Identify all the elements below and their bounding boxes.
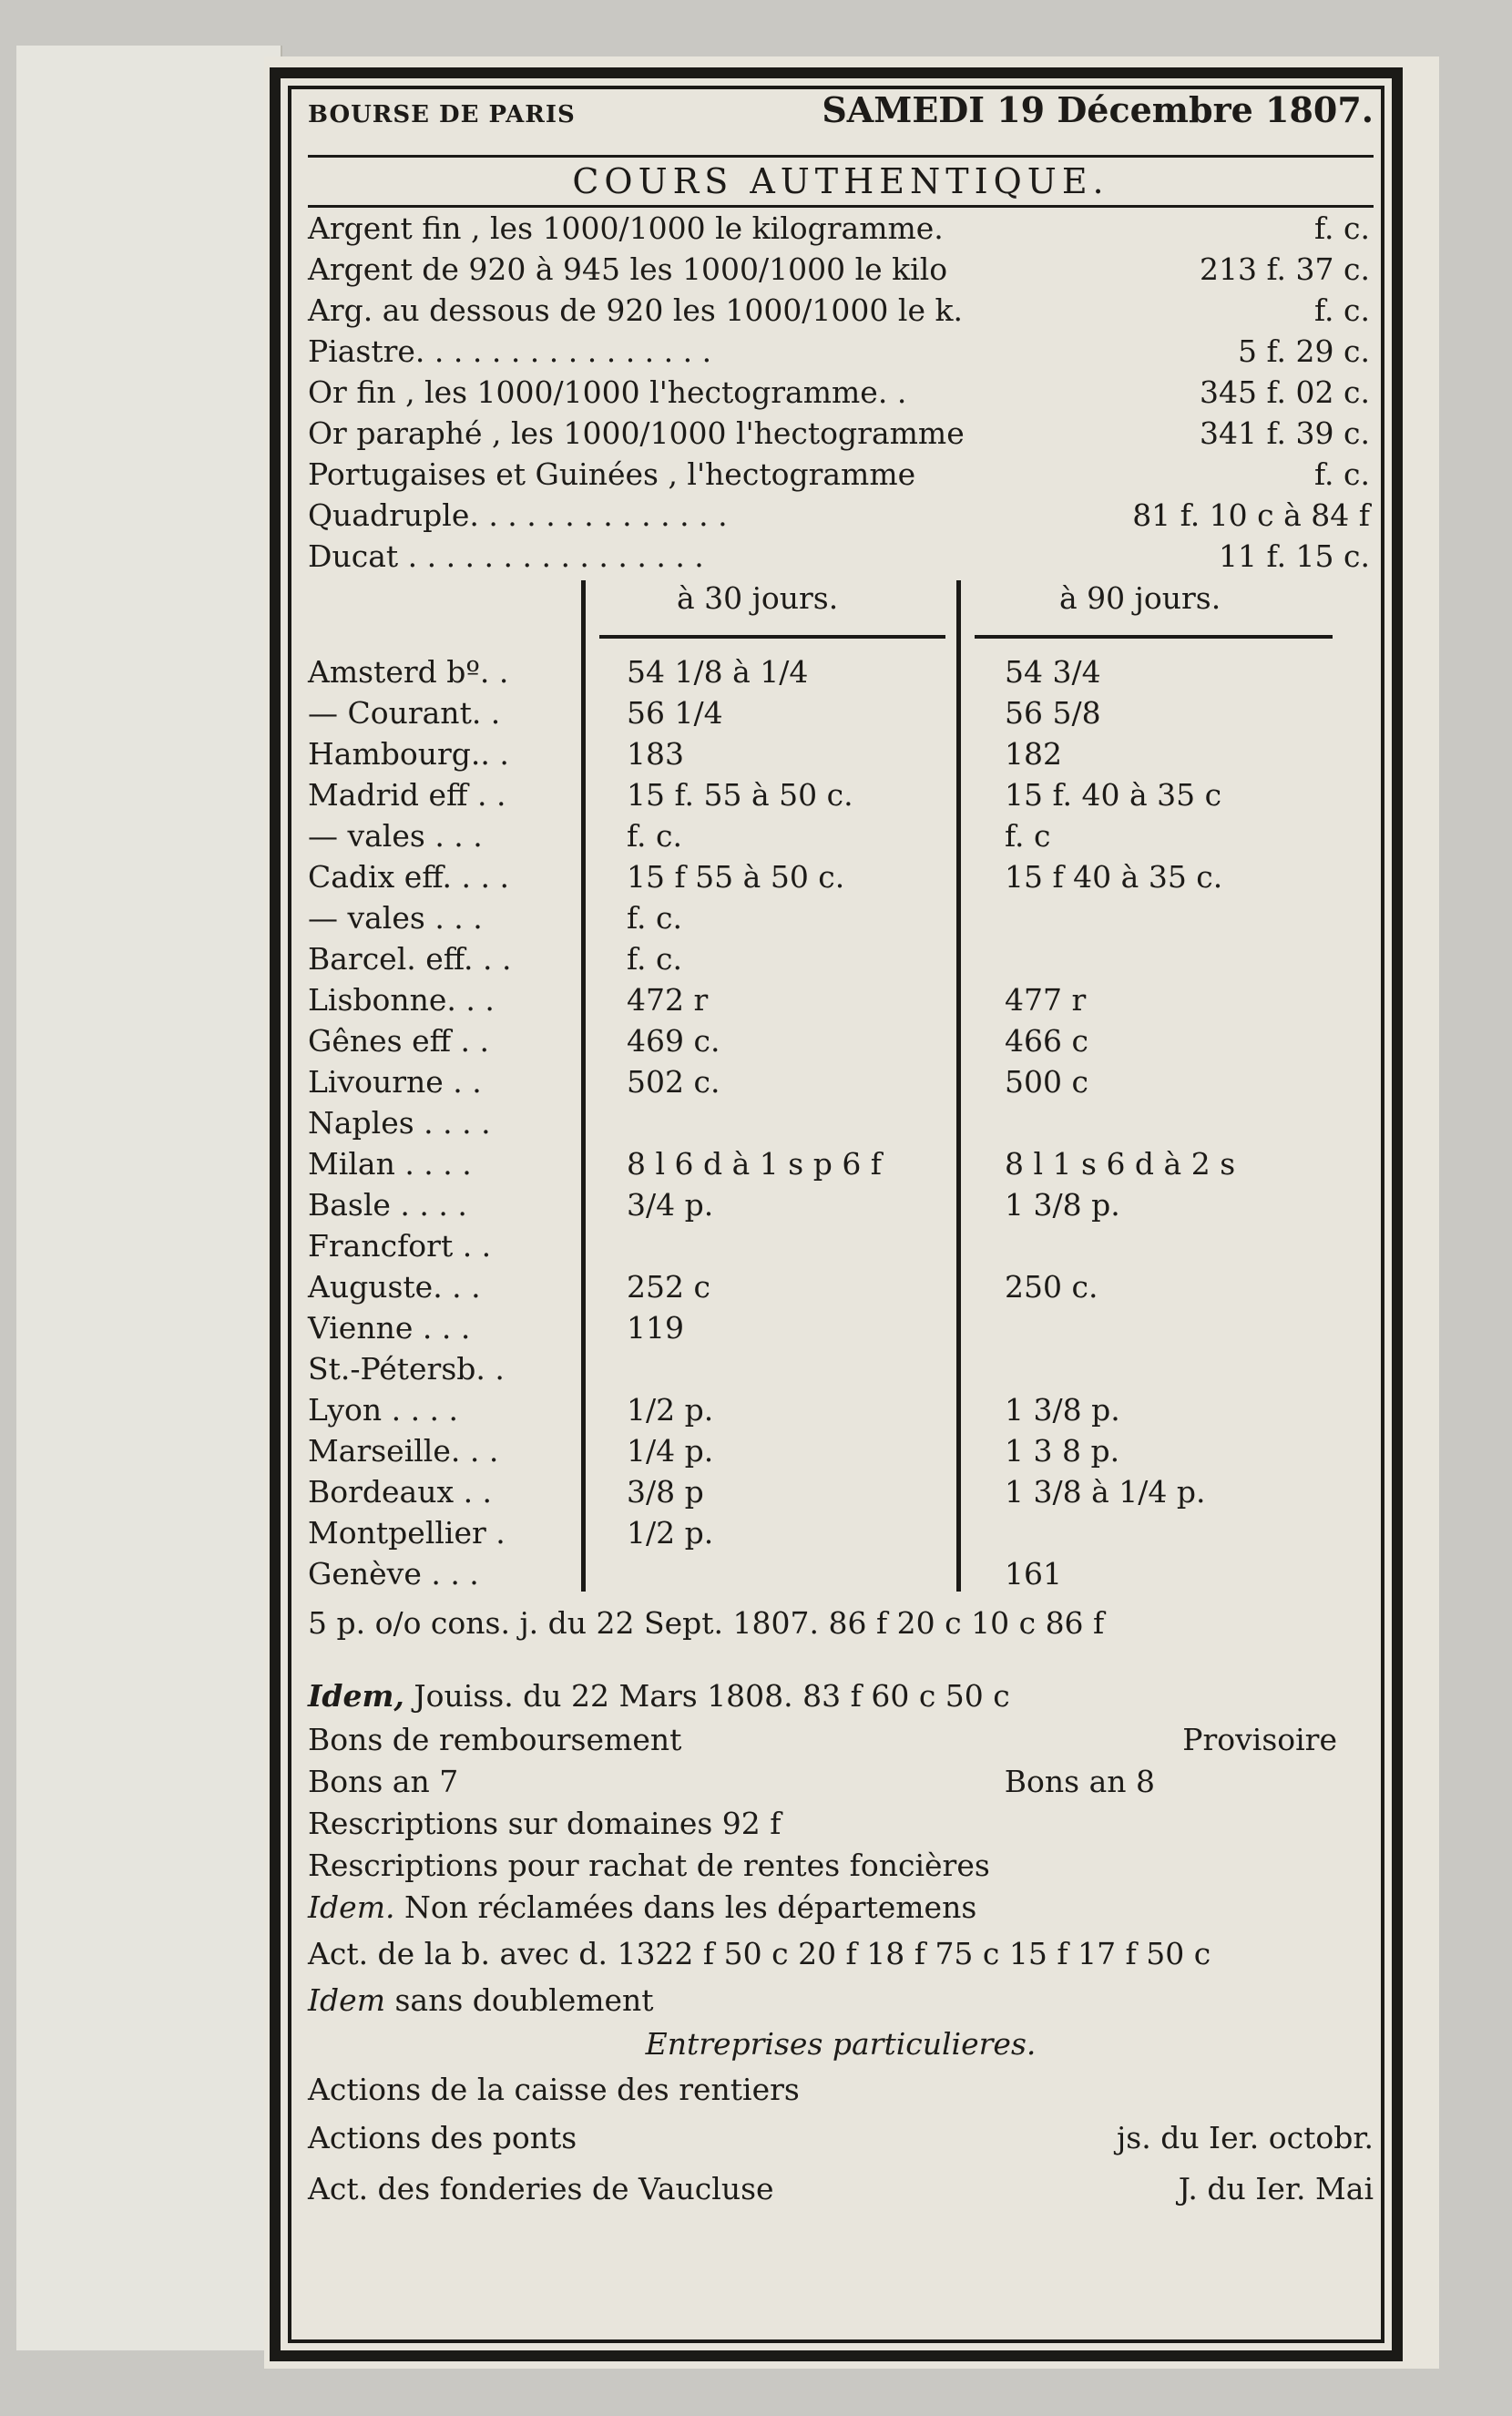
place-cell: Vienne . . . [308, 1310, 471, 1346]
rate-30-cell: 3/8 p [627, 1474, 704, 1510]
place-cell: Hambourg.. . [308, 736, 509, 772]
rate-90-cell: 477 r [1005, 982, 1087, 1018]
place-cell: Gênes eff . . [308, 1023, 490, 1059]
metal-label: Or paraphé , les 1000/1000 l'hectogramme [308, 415, 965, 451]
entreprises-section [308, 2022, 1374, 2215]
bons-label: Bons de remboursement [308, 1722, 682, 1757]
rate-30-cell: 3/4 p. [627, 1187, 714, 1223]
bons-an8-label: Bons an 8 [1004, 1764, 1155, 1799]
table-row [308, 897, 1374, 938]
table-row [308, 692, 1374, 733]
entreprises-caisse-rentiers: Actions de la caisse des rentiers [308, 2072, 800, 2107]
rate-30-cell: 1/4 p. [627, 1433, 714, 1469]
place-cell: Lisbonne. . . [308, 982, 495, 1018]
rate-30-cell: 56 1/4 [627, 695, 723, 731]
metal-label: Argent de 920 à 945 les 1000/1000 le kilo [308, 251, 948, 287]
table-row [308, 1266, 1374, 1307]
rate-90-cell: 500 c [1005, 1064, 1088, 1100]
header [308, 89, 1374, 155]
rate-90-cell: 56 5/8 [1005, 695, 1101, 731]
place-cell: Amsterd bº. . [308, 654, 509, 690]
metal-value: 11 f. 15 c. [1219, 538, 1370, 574]
place-cell: — Courant. . [308, 695, 501, 731]
rate-90-cell: 1 3/8 à 1/4 p. [1005, 1474, 1206, 1510]
document-content [308, 89, 1374, 2215]
place-cell: Genève . . . [308, 1556, 479, 1592]
metal-row [308, 249, 1374, 290]
table-row [308, 1143, 1374, 1184]
rate-90-cell: 161 [1005, 1556, 1062, 1592]
rate-30-cell: 1/2 p. [627, 1515, 714, 1551]
rate-30-cell: 502 c. [627, 1064, 720, 1100]
table-row [308, 1020, 1374, 1061]
rate-30-cell: 469 c. [627, 1023, 720, 1059]
funds-actions-banque: Act. de la b. avec d. 1322 f 50 c 20 f 18 f 75 c 15 f 17 f 50 c [308, 1936, 1211, 1971]
header-underline [599, 635, 945, 639]
rate-30-cell: f. c. [627, 818, 682, 854]
funds-section [308, 1601, 1374, 2022]
rate-30-cell: 15 f 55 à 50 c. [627, 859, 845, 895]
rate-30-cell: 8 l 6 d à 1 s p 6 f [627, 1146, 883, 1182]
fonderies-date: J. du Ier. Mai [1178, 2171, 1374, 2206]
metal-value: 5 f. 29 c. [1238, 333, 1370, 369]
metal-row [308, 454, 1374, 495]
rate-30-cell: f. c. [627, 941, 682, 977]
idem-label: Idem [308, 1982, 385, 2018]
place-cell: Livourne . . [308, 1064, 482, 1100]
table-row [308, 1102, 1374, 1143]
metal-row [308, 208, 1374, 249]
bons-an7-label: Bons an 7 [308, 1764, 459, 1799]
metals-list [308, 208, 1374, 577]
entreprises-ponts [308, 2113, 1374, 2164]
document-page [264, 56, 1439, 2369]
place-cell: Cadix eff. . . . [308, 859, 509, 895]
table-row [308, 1389, 1374, 1430]
idem-label: Idem. [308, 1889, 395, 1925]
rate-30-cell: 119 [627, 1310, 684, 1346]
rate-90-cell: 1 3/8 p. [1005, 1392, 1120, 1428]
metal-label: Arg. au dessous de 920 les 1000/1000 le k. [308, 292, 963, 328]
idem-label: Idem, [308, 1678, 404, 1714]
metal-value: f. c. [1314, 210, 1370, 246]
metal-value: f. c. [1314, 456, 1370, 492]
rate-90-cell: 15 f 40 à 35 c. [1005, 859, 1223, 895]
funds-idem-jouissance [308, 1674, 1374, 1719]
entreprises-heading: Entreprises particulieres. [645, 2026, 1037, 2062]
metal-value: 213 f. 37 c. [1200, 251, 1370, 287]
metal-value: 341 f. 39 c. [1200, 415, 1370, 451]
idem-text: Jouiss. du 22 Mars 1808. 83 f 60 c 50 c [414, 1678, 1010, 1714]
table-row [308, 856, 1374, 897]
table-row [308, 774, 1374, 815]
ponts-date: js. du Ier. octobr. [1117, 2120, 1374, 2155]
funds-rescriptions-domaines: Rescriptions sur domaines 92 f [308, 1806, 782, 1841]
rate-30-cell: f. c. [627, 900, 682, 936]
rate-90-cell: 1 3/8 p. [1005, 1187, 1120, 1223]
rate-90-cell: 466 c [1005, 1023, 1088, 1059]
metal-row [308, 372, 1374, 413]
place-cell: Montpellier . [308, 1515, 506, 1551]
table-row [308, 1225, 1374, 1266]
funds-rescriptions-rachat: Rescriptions pour rachat de rentes foncières [308, 1848, 990, 1883]
provisoire-label: Provisoire [1182, 1722, 1337, 1757]
table-row [308, 1471, 1374, 1512]
rate-90-cell: 182 [1005, 736, 1062, 772]
column-header-30-days: à 30 jours. [677, 580, 839, 616]
metal-row [308, 290, 1374, 331]
metal-label: Piastre. . . . . . . . . . . . . . . . [308, 333, 712, 369]
funds-consolidated: 5 p. o/o cons. j. du 22 Sept. 1807. 86 f 20 c 10 c 86 f [308, 1605, 1105, 1641]
column-header-90-days: à 90 jours. [1059, 580, 1221, 616]
table-row [308, 1061, 1374, 1102]
rate-30-cell: 183 [627, 736, 684, 772]
exchange-table [308, 580, 1374, 1601]
funds-bons-an [308, 1761, 1374, 1803]
rate-90-cell: f. c [1005, 818, 1051, 854]
metal-label: Argent fin , les 1000/1000 le kilogramme. [308, 210, 944, 246]
rate-30-cell: 472 r [627, 982, 709, 1018]
rate-30-cell: 1/2 p. [627, 1392, 714, 1428]
table-row [308, 651, 1374, 692]
funds-idem-non-reclamees [308, 1887, 1374, 1929]
metal-row [308, 536, 1374, 577]
place-cell: Madrid eff . . [308, 777, 506, 813]
header-date: SAMEDI 19 Décembre 1807. [822, 89, 1374, 130]
rate-90-cell: 8 l 1 s 6 d à 2 s [1005, 1146, 1236, 1182]
header-underline [975, 635, 1333, 639]
rate-90-cell: 54 3/4 [1005, 654, 1101, 690]
metal-label: Quadruple. . . . . . . . . . . . . . [308, 497, 728, 533]
place-cell: St.-Pétersb. . [308, 1351, 505, 1387]
entreprises-fonderies [308, 2164, 1374, 2215]
table-row [308, 979, 1374, 1020]
place-cell: Francfort . . [308, 1228, 492, 1264]
page-title: COURS AUTHENTIQUE. [572, 161, 1109, 201]
rate-30-cell: 252 c [627, 1269, 710, 1305]
metal-value: 345 f. 02 c. [1200, 374, 1370, 410]
metal-value: 81 f. 10 c à 84 f [1132, 497, 1370, 533]
table-row [308, 815, 1374, 856]
table-row [308, 938, 1374, 979]
header-bourse: BOURSE DE PARIS [308, 101, 576, 128]
place-cell: Auguste. . . [308, 1269, 481, 1305]
place-cell: Milan . . . . [308, 1146, 472, 1182]
place-cell: Lyon . . . . [308, 1392, 459, 1428]
metal-row [308, 413, 1374, 454]
metal-label: Portugaises et Guinées , l'hectogramme [308, 456, 916, 492]
place-cell: — vales . . . [308, 818, 483, 854]
table-row [308, 1348, 1374, 1389]
metal-value: f. c. [1314, 292, 1370, 328]
rate-90-cell: 250 c. [1005, 1269, 1098, 1305]
place-cell: Barcel. eff. . . [308, 941, 512, 977]
fonderies-label: Act. des fonderies de Vaucluse [308, 2171, 774, 2206]
funds-bons-remboursement [308, 1719, 1374, 1761]
place-cell: Naples . . . . [308, 1105, 491, 1141]
table-row [308, 1307, 1374, 1348]
place-cell: Basle . . . . [308, 1187, 467, 1223]
left-page-edge [16, 46, 282, 2350]
funds-idem-sans-doublement [308, 1980, 1374, 2022]
idem-text: Non réclamées dans les départemens [404, 1889, 977, 1925]
rate-90-cell: 15 f. 40 à 35 c [1005, 777, 1222, 813]
metal-label: Ducat . . . . . . . . . . . . . . . . [308, 538, 704, 574]
table-row [308, 733, 1374, 774]
place-cell: Marseille. . . [308, 1433, 499, 1469]
place-cell: Bordeaux . . [308, 1474, 493, 1510]
metal-row [308, 495, 1374, 536]
table-row [308, 1512, 1374, 1553]
rate-90-cell: 1 3 8 p. [1005, 1433, 1120, 1469]
table-row [308, 1553, 1374, 1594]
ponts-label: Actions des ponts [308, 2120, 577, 2155]
table-row [308, 1184, 1374, 1225]
table-row [308, 1430, 1374, 1471]
place-cell: — vales . . . [308, 900, 483, 936]
metal-row [308, 331, 1374, 372]
idem-text: sans doublement [394, 1982, 654, 2018]
metal-label: Or fin , les 1000/1000 l'hectogramme. . [308, 374, 907, 410]
rate-30-cell: 15 f. 55 à 50 c. [627, 777, 853, 813]
rate-30-cell: 54 1/8 à 1/4 [627, 654, 809, 690]
